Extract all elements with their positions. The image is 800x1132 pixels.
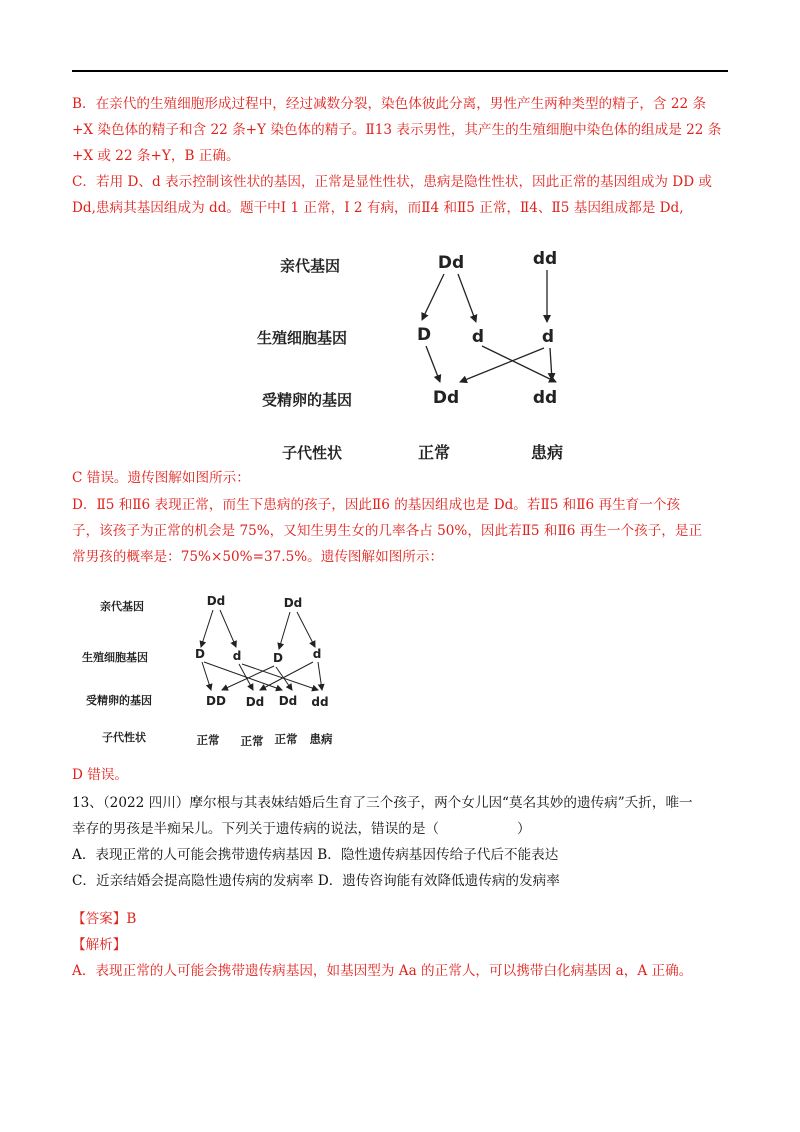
offspring-trait-1: 正常 [196, 733, 220, 747]
gamete-allele-2: d [232, 649, 242, 663]
option-c-explanation [72, 169, 728, 221]
text-line: D．Ⅱ5 和Ⅱ6 表现正常，而生下患病的孩子，因此Ⅱ6 的基因组成也是 Dd。若Ⅱ5 和Ⅱ6 再生育一个孩 [72, 497, 681, 513]
genetic-diagram-1 [0, 236, 800, 472]
answer-line: 【答案】B [72, 911, 137, 927]
zygote-genotype-2: Dd [245, 695, 265, 709]
option-d-conclusion [72, 762, 728, 788]
options-line: C．近亲结婚会提高隐性遗传病的发病率 D．遗传咨询能有效降低遗传病的发病率 [72, 873, 560, 889]
zygote-genotype-3: Dd [278, 694, 298, 708]
text-line: 常男孩的概率是：75%×50%=37.5%。遗传图解如图所示： [72, 549, 444, 565]
text-line: B．在亲代的生殖细胞形成过程中，经过减数分裂，染色体彼此分离，男性产生两种类型的精子，含 22 条 [72, 96, 707, 112]
offspring-trait-2: 患病 [530, 443, 564, 462]
zygote-genotype-1: DD [206, 694, 226, 708]
offspring-trait-2: 正常 [240, 734, 264, 748]
text-line: Dd,患病其基因组成为 dd。题干中Ⅰ 1 正常，Ⅰ 2 有病，而Ⅱ4 和Ⅱ5 正常，Ⅱ4、Ⅱ5 基因组成都是 Dd, [72, 200, 684, 216]
question-stem-line: 13、（2022 四川）摩尔根与其表妹结婚后生育了三个孩子，两个女儿因“莫名其妙的遗传病”夭折，唯一 [72, 795, 693, 811]
arrow [242, 664, 318, 690]
arrow [279, 612, 290, 649]
arrow [426, 346, 440, 382]
question-stem-close: ） [517, 821, 531, 837]
row-label-zygote-genes: 受精卵的基因 [262, 391, 353, 409]
row-label-offspring-traits: 子代性状 [102, 731, 146, 744]
row-label-parent-genes: 亲代基因 [100, 600, 144, 613]
arrow [297, 612, 315, 647]
option-c-conclusion [72, 465, 728, 491]
arrow [204, 662, 282, 690]
row-label-zygote-genes: 受精卵的基因 [86, 694, 152, 707]
arrow [202, 662, 211, 690]
question-stem-text: 幸存的男孩是半痴呆儿。下列关于遗传病的说法，错误的是（ [72, 821, 440, 837]
arrow [276, 667, 292, 690]
analysis-label: 【解析】 [72, 937, 127, 953]
analysis-option-a: A．表现正常的人可能会携带遗传病基因，如基因型为 Aa 的正常人，可以携带白化病基因 a，A 正确。 [72, 963, 693, 979]
arrow [458, 274, 476, 322]
arrow [550, 348, 552, 380]
arrow [422, 274, 444, 320]
text-line: D 错误。 [72, 767, 129, 783]
row-label-gamete-genes: 生殖细胞基因 [82, 651, 148, 664]
genetic-diagram-2 [0, 585, 800, 755]
arrow [318, 662, 322, 690]
arrow [460, 348, 544, 382]
gamete-allele-1: D [195, 647, 205, 661]
gamete-allele-4: d [312, 647, 322, 661]
parent-genotype-2: Dd [283, 596, 303, 610]
arrow [220, 610, 236, 647]
zygote-genotype-4: dd [311, 695, 329, 709]
offspring-trait-1: 正常 [417, 443, 451, 462]
option-d-explanation [72, 492, 728, 570]
question-13 [72, 790, 728, 894]
parent-genotype-1: Dd [437, 253, 465, 273]
text-line: C．若用 D、d 表示控制该性状的基因，正常是显性性状，患病是隐性性状，因此正常的基因组成为 DD 或 [72, 174, 713, 190]
text-line: C 错误。遗传图解如图所示： [72, 470, 250, 486]
row-label-gamete-genes: 生殖细胞基因 [257, 329, 348, 347]
row-label-offspring-traits: 子代性状 [282, 444, 343, 462]
options-line: A．表现正常的人可能会携带遗传病基因 B．隐性遗传病基因传给子代后不能表达 [72, 847, 559, 863]
offspring-trait-3: 正常 [274, 732, 298, 746]
parent-genotype-2: dd [532, 249, 558, 269]
gamete-allele-3: d [541, 327, 555, 347]
row-label-parent-genes: 亲代基因 [280, 257, 341, 275]
parent-genotype-1: Dd [206, 594, 226, 608]
question-stem-line [72, 816, 728, 842]
gamete-allele-1: D [416, 325, 432, 345]
text-line: 子，该孩子为正常的机会是 75%，又知生男生女的几率各占 50%，因此若Ⅱ5 和Ⅱ6 再生一个孩子，是正 [72, 523, 703, 539]
zygote-genotype-1: Dd [432, 388, 460, 408]
gamete-allele-3: D [273, 651, 283, 665]
gamete-allele-2: d [471, 327, 485, 347]
arrow [482, 346, 556, 382]
arrow [201, 610, 213, 647]
text-line: +X 染色体的精子和含 22 条+Y 染色体的精子。Ⅱ13 表示男性，其产生的生殖细胞中染色体的组成是 22 条 [72, 122, 722, 138]
header-rule [72, 70, 728, 72]
text-line: +X 或 22 条+Y，B 正确。 [72, 148, 240, 164]
zygote-genotype-2: dd [532, 388, 558, 408]
answer-section [72, 906, 728, 984]
option-b-explanation [72, 91, 728, 169]
offspring-trait-4: 患病 [309, 732, 333, 746]
